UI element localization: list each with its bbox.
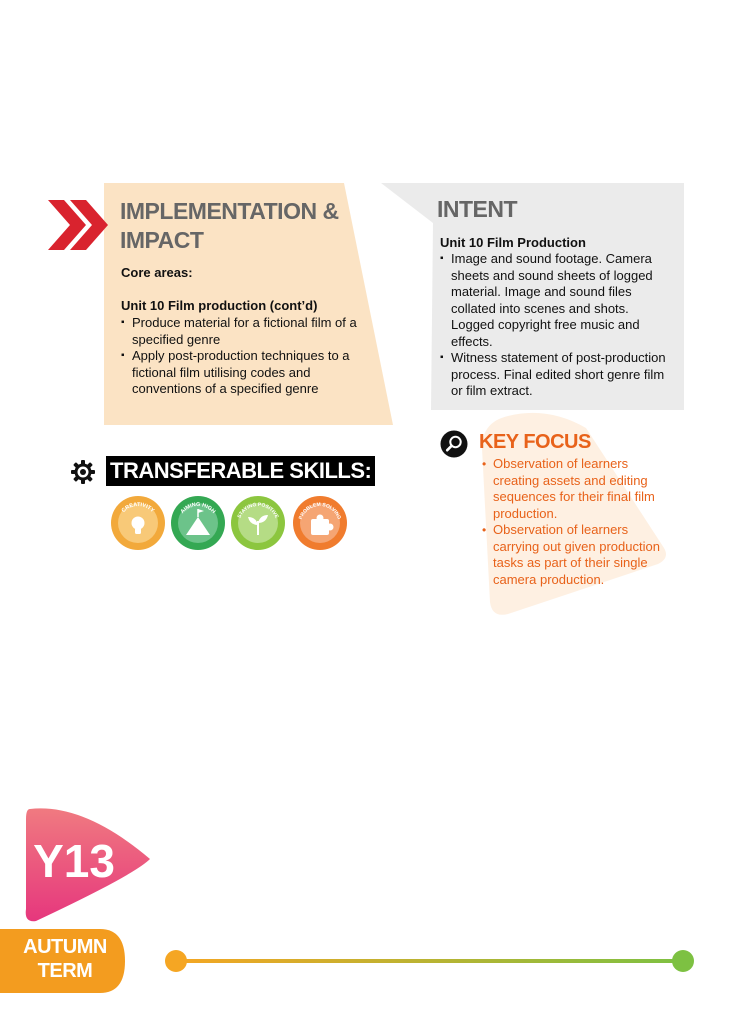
- double-chevron-icon: [46, 196, 112, 254]
- intent-unit-heading: Unit 10 Film Production: [440, 235, 586, 250]
- svg-text:CREATIVITY: CREATIVITY: [120, 501, 156, 514]
- timeline-bar: [162, 947, 698, 975]
- list-item: • Observation of learners creating assets and editing sequences for their final film production.: [482, 456, 672, 522]
- year-badge: [24, 805, 152, 925]
- svg-text:Y13: Y13: [33, 835, 115, 887]
- key-focus-title: KEY FOCUS: [479, 431, 591, 453]
- svg-text:AIMING HIGH: AIMING HIGH: [179, 501, 217, 515]
- core-areas-label: Core areas:: [121, 265, 193, 280]
- key-focus-bullets: [482, 456, 672, 588]
- aiming-high-badge: [170, 495, 226, 551]
- svg-text:STAYING POSITIVE: STAYING POSITIVE: [236, 501, 280, 520]
- term-label: AUTUMN TERM: [23, 936, 107, 982]
- gear-icon: [70, 459, 96, 485]
- creativity-badge: [110, 495, 166, 551]
- implementation-unit-heading: Unit 10 Film production (cont’d): [121, 298, 318, 313]
- list-item: ▪ Produce material for a fictional film of a specified genre: [121, 315, 361, 348]
- staying-positive-badge: [230, 495, 286, 551]
- implementation-title: IMPLEMENTATION & IMPACT: [120, 198, 339, 253]
- magnifier-icon: [440, 430, 468, 458]
- problem-solving-badge: [292, 495, 348, 551]
- list-item: ▪ Apply post-production techniques to a fictional film utilising codes and conventions of a specified genre: [121, 348, 361, 398]
- intent-title: INTENT: [437, 196, 518, 222]
- intent-bullets: [440, 251, 672, 400]
- svg-text:PROBLEM SOLVING: PROBLEM SOLVING: [297, 501, 343, 521]
- list-item: • Observation of learners carrying out given production tasks as part of their single camera production.: [482, 522, 672, 588]
- implementation-bullets: [121, 315, 361, 398]
- list-item: ▪ Witness statement of post-production process. Final edited short genre film or film extract.: [440, 350, 672, 400]
- transferable-skills-title: TRANSFERABLE SKILLS:: [106, 456, 375, 486]
- list-item: ▪ Image and sound footage. Camera sheets and sound sheets of logged material. Image and sound files collated into scenes and shots. Logged copyright free music and effects.: [440, 251, 672, 350]
